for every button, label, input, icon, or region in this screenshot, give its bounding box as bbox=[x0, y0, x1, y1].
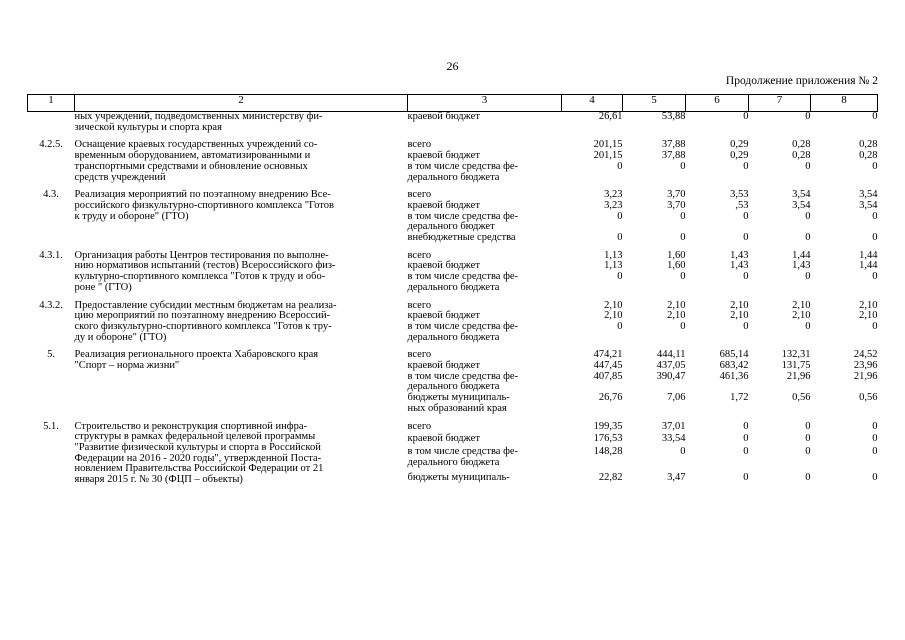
item-name-line: Реализация регионального проекта Хабаровского края bbox=[74, 349, 319, 361]
item-number: 5.1. bbox=[43, 420, 59, 432]
value-cell: 7,06 bbox=[667, 392, 686, 404]
value-cell: 3,54 bbox=[792, 199, 811, 211]
value-cell: 0 bbox=[680, 446, 686, 458]
value-cell: 24,52 bbox=[853, 349, 878, 361]
item-name-cell bbox=[75, 112, 408, 134]
funding-source-line: дерального бюджета bbox=[407, 331, 500, 343]
value-cell: 3,23 bbox=[604, 199, 623, 211]
value-cell: 2,10 bbox=[667, 299, 686, 311]
item-name-cell bbox=[75, 422, 408, 486]
column-header: 4 bbox=[562, 95, 623, 112]
value-cell: 2,10 bbox=[604, 299, 623, 311]
value-cell: 3,47 bbox=[667, 471, 686, 483]
item-number-cell bbox=[28, 251, 75, 294]
item-name-line: зической культуры и спорта края bbox=[74, 121, 222, 133]
value-cell: 23,96 bbox=[853, 360, 878, 372]
column-header: 8 bbox=[811, 95, 878, 112]
funding-source-line: всего bbox=[407, 249, 432, 261]
item-name-line: цию мероприятий по поэтапному внедрению Всероссий- bbox=[74, 310, 331, 322]
value-cell: 0 bbox=[805, 433, 811, 445]
value-cell: 3,54 bbox=[792, 189, 811, 201]
column-header: 2 bbox=[75, 95, 408, 112]
value-cell: 0 bbox=[743, 446, 749, 458]
value-cell: 0 bbox=[743, 320, 749, 332]
item-name-line: "Развитие физической культуры и спорта в Российской bbox=[74, 441, 321, 453]
value-cell: 132,31 bbox=[781, 349, 811, 361]
item-name-line: ского физкультурно-спортивного комплекса "Готов к тру- bbox=[74, 320, 332, 332]
funding-source-cell bbox=[408, 162, 562, 183]
funding-source-line: всего bbox=[407, 139, 432, 151]
value-cell: 0 bbox=[617, 271, 623, 283]
item-name-line: ных учреждений, подведомственных министерству фи- bbox=[74, 111, 323, 122]
item-number-cell bbox=[28, 140, 75, 183]
item-name-line: Строительство и реконструкция спортивной инфра- bbox=[74, 420, 307, 432]
value-cell: 0 bbox=[680, 160, 686, 172]
value-cell: 0 bbox=[743, 433, 749, 445]
value-cell: 0,29 bbox=[730, 150, 749, 162]
value-cell: 1,44 bbox=[859, 249, 878, 261]
value-cell: 131,75 bbox=[781, 360, 811, 372]
item-number-cell bbox=[28, 301, 75, 344]
value-cell: 0 bbox=[805, 320, 811, 332]
item-name-cell bbox=[75, 190, 408, 244]
funding-source-line: краевой бюджет bbox=[407, 360, 480, 372]
value-cell: 1,43 bbox=[730, 260, 749, 272]
value-cell: 0,28 bbox=[792, 139, 811, 151]
value-cell: 683,42 bbox=[719, 360, 749, 372]
value-cell: 3,23 bbox=[604, 189, 623, 201]
item-name-line: транспортными средствами и обновление основных bbox=[74, 160, 308, 172]
value-cell: 0 bbox=[872, 160, 878, 172]
value-cell: 1,13 bbox=[604, 249, 623, 261]
value-cell: 3,54 bbox=[859, 199, 878, 211]
value-cell: 0 bbox=[805, 232, 811, 244]
value-cell: 201,15 bbox=[593, 150, 623, 162]
value-cell: 2,10 bbox=[730, 299, 749, 311]
budget-table bbox=[27, 94, 878, 486]
item-name-line: Организация работы Центров тестирования по выполне- bbox=[74, 249, 329, 261]
value-cell: 390,47 bbox=[656, 370, 686, 382]
value-cell: 2,10 bbox=[859, 310, 878, 322]
item-number-cell bbox=[28, 190, 75, 244]
value-cell: 3,70 bbox=[667, 189, 686, 201]
value-cell: 148,28 bbox=[593, 446, 623, 458]
item-number: 4.2.5. bbox=[39, 139, 63, 151]
value-cell: 176,53 bbox=[593, 433, 623, 445]
column-header: 6 bbox=[686, 95, 749, 112]
funding-source-line: в том числе средства фе- bbox=[407, 446, 519, 458]
item-number: 4.3.1. bbox=[39, 249, 63, 261]
item-number: 4.3. bbox=[43, 189, 59, 201]
funding-source-line: краевой бюджет bbox=[407, 310, 480, 322]
funding-source-line: краевой бюджет bbox=[407, 260, 480, 272]
item-number-cell bbox=[28, 350, 75, 414]
table-row bbox=[28, 112, 878, 134]
funding-source-cell bbox=[408, 447, 562, 473]
funding-source-line: дерального бюджета bbox=[407, 381, 500, 393]
value-cell: 0 bbox=[805, 160, 811, 172]
funding-source-line: в том числе средства фе- bbox=[407, 320, 519, 332]
funding-source-cell bbox=[408, 272, 562, 293]
value-cell: 2,10 bbox=[667, 310, 686, 322]
value-cell: 0 bbox=[805, 420, 811, 432]
value-cell: 0 bbox=[743, 160, 749, 172]
funding-source-line: дерального бюджета bbox=[407, 281, 500, 293]
value-cell: 0 bbox=[617, 232, 623, 244]
value-cell: 0 bbox=[743, 111, 749, 122]
item-name-line: культурно-спортивного комплекса "Готов к труду и обо- bbox=[74, 271, 326, 283]
value-cell: 1,72 bbox=[730, 392, 749, 404]
item-name-line: новлением Правительства Российской Федерации от 21 bbox=[74, 463, 324, 475]
item-name-line: российского физкультурно-спортивного комплекса "Готов bbox=[74, 199, 334, 211]
funding-source-line: бюджеты муниципаль- bbox=[407, 471, 510, 483]
value-cell: 0 bbox=[805, 471, 811, 483]
value-cell: 0 bbox=[805, 210, 811, 222]
value-cell: ,53 bbox=[735, 199, 749, 211]
value-cell: 1,44 bbox=[859, 260, 878, 272]
funding-source-line: всего bbox=[407, 299, 432, 311]
value-cell: 1,60 bbox=[667, 260, 686, 272]
item-name-line: временным оборудованием, автоматизированными и bbox=[74, 150, 311, 162]
appendix-continuation-label: Продолжение приложения № 2 bbox=[725, 75, 878, 87]
value-cell: 461,36 bbox=[719, 370, 749, 382]
value-cell: 0 bbox=[617, 160, 623, 172]
value-cell: 0 bbox=[872, 420, 878, 432]
value-cell: 21,96 bbox=[786, 370, 811, 382]
funding-source-line: дерального бюджет bbox=[407, 221, 495, 233]
funding-source-line: в том числе средства фе- bbox=[407, 271, 519, 283]
item-name-line: нию нормативов испытаний (тестов) Всероссийского физ- bbox=[74, 260, 336, 272]
value-cell: 21,96 bbox=[853, 370, 878, 382]
value-cell: 1,43 bbox=[730, 249, 749, 261]
column-number-row bbox=[28, 95, 878, 112]
value-cell: 53,88 bbox=[661, 111, 686, 122]
value-cell: 2,10 bbox=[859, 299, 878, 311]
table-body bbox=[28, 112, 878, 486]
funding-source-cell bbox=[408, 473, 562, 486]
item-number-cell bbox=[28, 112, 75, 134]
value-cell: 0 bbox=[872, 471, 878, 483]
value-cell: 37,88 bbox=[661, 150, 686, 162]
item-name-line: к труду и обороне" (ГТО) bbox=[74, 210, 189, 222]
value-cell: 26,76 bbox=[598, 392, 623, 404]
value-cell: 0 bbox=[680, 271, 686, 283]
item-name-line: структуры в рамках федеральной целевой программы bbox=[74, 431, 316, 443]
funding-source-cell bbox=[408, 112, 562, 134]
value-cell: 0 bbox=[680, 320, 686, 332]
value-cell: 0 bbox=[680, 232, 686, 244]
value-cell: 0 bbox=[872, 320, 878, 332]
funding-source-cell bbox=[408, 233, 562, 244]
item-number: 4.3.2. bbox=[39, 299, 63, 311]
item-name-cell bbox=[75, 350, 408, 414]
value-cell: 0 bbox=[617, 320, 623, 332]
funding-source-line: краевой бюджет bbox=[407, 150, 480, 162]
item-number: 5. bbox=[47, 349, 55, 361]
value-cell: 26,61 bbox=[598, 111, 623, 122]
item-name-cell bbox=[75, 251, 408, 294]
value-cell: 2,10 bbox=[730, 310, 749, 322]
value-cell: 437,05 bbox=[656, 360, 686, 372]
funding-source-line: бюджеты муниципаль- bbox=[407, 392, 510, 404]
value-cell: 0 bbox=[680, 210, 686, 222]
value-cell: 0,28 bbox=[859, 139, 878, 151]
value-cell: 0 bbox=[743, 420, 749, 432]
value-cell: 0 bbox=[743, 232, 749, 244]
value-cell: 0,29 bbox=[730, 139, 749, 151]
value-cell: 37,88 bbox=[661, 139, 686, 151]
value-cell: 2,10 bbox=[792, 299, 811, 311]
item-name-line: января 2015 г. № 30 (ФЦП – объекты) bbox=[74, 474, 243, 486]
item-name-line: ду и обороне" (ГТО) bbox=[74, 331, 167, 343]
value-cell: 685,14 bbox=[719, 349, 749, 361]
value-cell: 0,28 bbox=[859, 150, 878, 162]
value-cell: 0 bbox=[805, 446, 811, 458]
value-cell: 1,44 bbox=[792, 249, 811, 261]
value-cell: 0 bbox=[872, 210, 878, 222]
value-cell: 0 bbox=[872, 271, 878, 283]
value-cell: 33,54 bbox=[661, 433, 686, 445]
funding-source-line: всего bbox=[407, 189, 432, 201]
item-name-line: Федерации на 2016 - 2020 годы", утвержденной Поста- bbox=[74, 452, 322, 464]
value-cell: 2,10 bbox=[792, 310, 811, 322]
funding-source-line: краевой бюджет bbox=[407, 199, 480, 211]
value-cell: 1,43 bbox=[792, 260, 811, 272]
funding-source-line: внебюджетные средства bbox=[407, 232, 516, 244]
value-cell: 0 bbox=[872, 111, 878, 122]
funding-source-cell bbox=[408, 212, 562, 233]
funding-source-line: всего bbox=[407, 420, 432, 432]
funding-source-line: краевой бюджет bbox=[407, 111, 480, 122]
funding-source-line: в том числе средства фе- bbox=[407, 370, 519, 382]
value-cell: 0 bbox=[743, 471, 749, 483]
funding-source-line: в том числе средства фе- bbox=[407, 210, 519, 222]
value-cell: 0 bbox=[743, 271, 749, 283]
value-cell: 1,60 bbox=[667, 249, 686, 261]
value-cell: 0 bbox=[743, 210, 749, 222]
value-cell: 199,35 bbox=[593, 420, 623, 432]
value-cell: 447,45 bbox=[593, 360, 623, 372]
value-cell: 0,56 bbox=[792, 392, 811, 404]
value-cell: 0 bbox=[872, 433, 878, 445]
column-header: 1 bbox=[28, 95, 75, 112]
funding-source-line: всего bbox=[407, 349, 432, 361]
item-name-line: Оснащение краевых государственных учреждений со- bbox=[74, 139, 318, 151]
funding-source-line: ных образований края bbox=[407, 402, 507, 414]
value-cell: 0 bbox=[805, 271, 811, 283]
value-cell: 1,13 bbox=[604, 260, 623, 272]
funding-source-line: дерального бюджета bbox=[407, 456, 500, 468]
funding-source-cell bbox=[408, 322, 562, 343]
funding-source-line: дерального бюджета bbox=[407, 171, 500, 183]
value-cell: 0 bbox=[805, 111, 811, 122]
value-cell: 474,21 bbox=[593, 349, 623, 361]
item-name-line: роне " (ГТО) bbox=[74, 281, 132, 293]
funding-source-line: краевой бюджет bbox=[407, 433, 480, 445]
funding-source-cell bbox=[408, 372, 562, 393]
item-name-cell bbox=[75, 301, 408, 344]
item-name-line: Предоставление субсидии местным бюджетам на реализа- bbox=[74, 299, 337, 311]
value-cell: 0 bbox=[617, 210, 623, 222]
value-cell: 22,82 bbox=[598, 471, 623, 483]
item-name-line: "Спорт – норма жизни" bbox=[74, 360, 180, 372]
funding-source-line: в том числе средства фе- bbox=[407, 160, 519, 172]
item-name-cell bbox=[75, 140, 408, 183]
value-cell: 3,70 bbox=[667, 199, 686, 211]
column-header: 5 bbox=[623, 95, 686, 112]
item-name-line: средств учреждений bbox=[74, 171, 166, 183]
value-cell: 0,28 bbox=[792, 150, 811, 162]
item-name-line: Реализация мероприятий по поэтапному внедрению Все- bbox=[74, 189, 331, 201]
value-cell: 37,01 bbox=[661, 420, 686, 432]
value-cell: 0 bbox=[872, 446, 878, 458]
value-cell: 0 bbox=[872, 232, 878, 244]
value-cell: 201,15 bbox=[593, 139, 623, 151]
page-number: 26 bbox=[446, 59, 459, 73]
funding-source-cell bbox=[408, 393, 562, 414]
column-header: 3 bbox=[408, 95, 562, 112]
item-number-cell bbox=[28, 422, 75, 486]
value-cell: 3,53 bbox=[730, 189, 749, 201]
value-cell: 3,54 bbox=[859, 189, 878, 201]
value-cell: 0,56 bbox=[859, 392, 878, 404]
column-header: 7 bbox=[749, 95, 811, 112]
value-cell: 407,85 bbox=[593, 370, 623, 382]
value-cell: 444,11 bbox=[657, 349, 686, 361]
value-cell: 2,10 bbox=[604, 310, 623, 322]
